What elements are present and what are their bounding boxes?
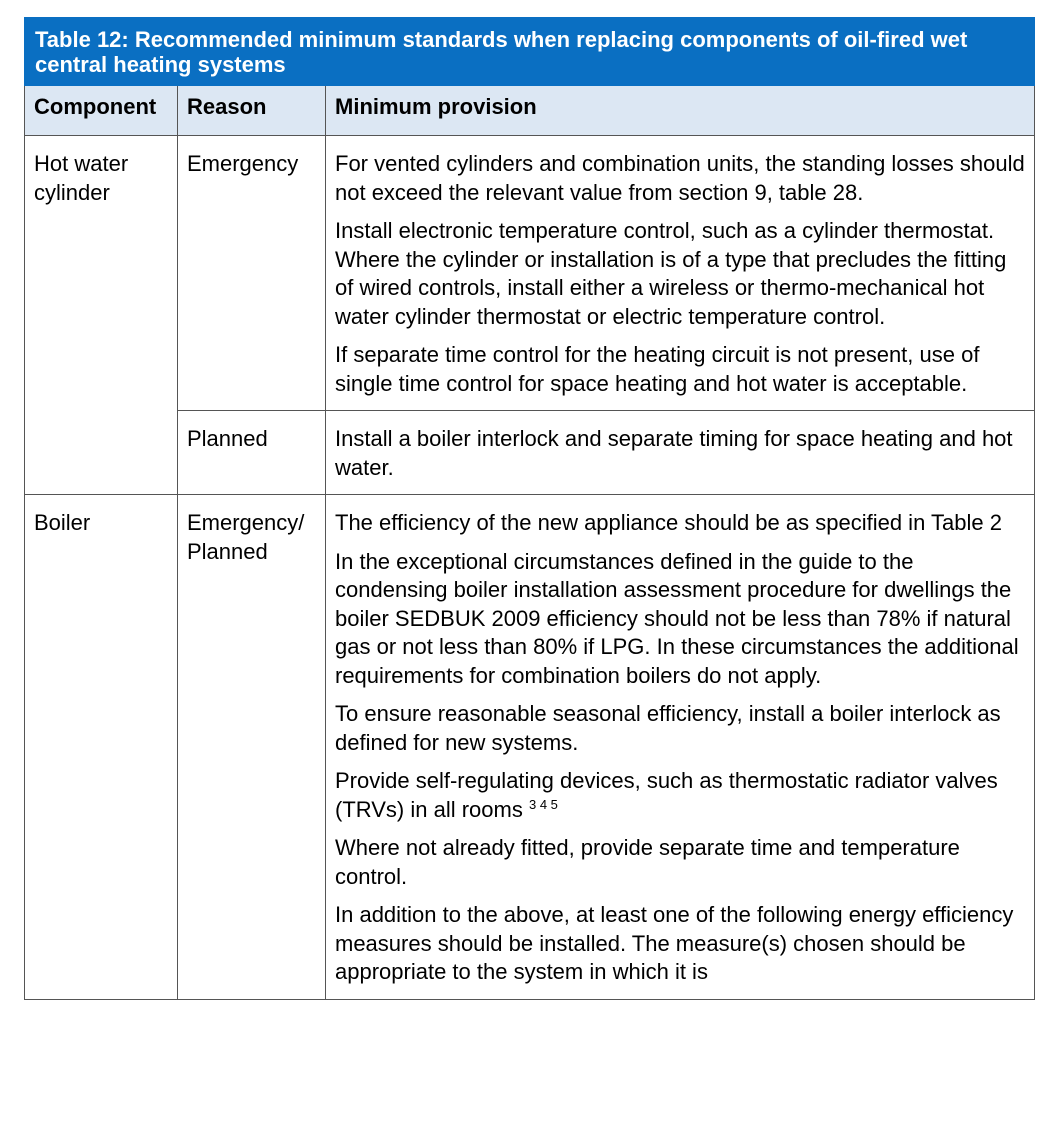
header-component: Component <box>25 86 178 136</box>
reason-emergency-planned: Emergency/ Planned <box>178 495 326 1000</box>
provision-text: If separate time control for the heating circuit is not present, use of single time control for space heating and hot water is acceptable. <box>335 342 980 396</box>
header-reason: Reason <box>178 86 326 136</box>
provision-cell <box>326 495 1035 1000</box>
provision-text: For vented cylinders and combination units, the standing losses should not exceed the relevant value from section 9, table 28. <box>335 151 1025 205</box>
table-title: Table 12: Recommended minimum standards when replacing components of oil-fired wet central heating systems <box>25 18 1035 86</box>
table-row <box>25 495 1035 1000</box>
provision-text: Install a boiler interlock and separate timing for space heating and hot water. <box>335 426 1013 480</box>
provision-cell <box>326 136 1035 411</box>
provision-text: The efficiency of the new appliance should be as specified in Table 2 <box>335 510 1002 535</box>
header-minimum-provision: Minimum provision <box>326 86 1035 136</box>
provision-text: To ensure reasonable seasonal efficiency, install a boiler interlock as defined for new systems. <box>335 701 1001 755</box>
provision-text-trv <box>335 767 1025 824</box>
provision-text: Install electronic temperature control, such as a cylinder thermostat. Where the cylinder or installation is of a type that precludes the fitting of wired controls, install either a wireless or thermo-mechanical hot water cylinder thermostat or electric temperature control. <box>335 218 1007 329</box>
provision-text: Provide self-regulating devices, such as thermostatic radiator valves (TRVs) in all rooms <box>335 768 998 822</box>
provision-text: In addition to the above, at least one of the following energy efficiency measures should be installed. The measure(s) chosen should be appropriate to the system in which it is <box>335 902 1014 984</box>
reason-emergency: Emergency <box>178 136 326 411</box>
provision-cell <box>326 411 1035 495</box>
reason-planned: Planned <box>178 411 326 495</box>
component-boiler: Boiler <box>25 495 178 1000</box>
component-hot-water-cylinder: Hot water cylinder <box>25 136 178 495</box>
provision-text: Where not already fitted, provide separate time and temperature control. <box>335 835 960 889</box>
table-row <box>25 136 1035 411</box>
provision-text: In the exceptional circumstances defined in the guide to the condensing boiler installation assessment procedure for dwellings the boiler SEDBUK 2009 efficiency should not be less than 78% if natural gas or not less than 80% if LPG. In these circumstances the additional requirements for combination boilers do not apply. <box>335 548 1019 688</box>
footnote-refs: 3 4 5 <box>528 796 558 812</box>
standards-table <box>24 17 1035 1000</box>
